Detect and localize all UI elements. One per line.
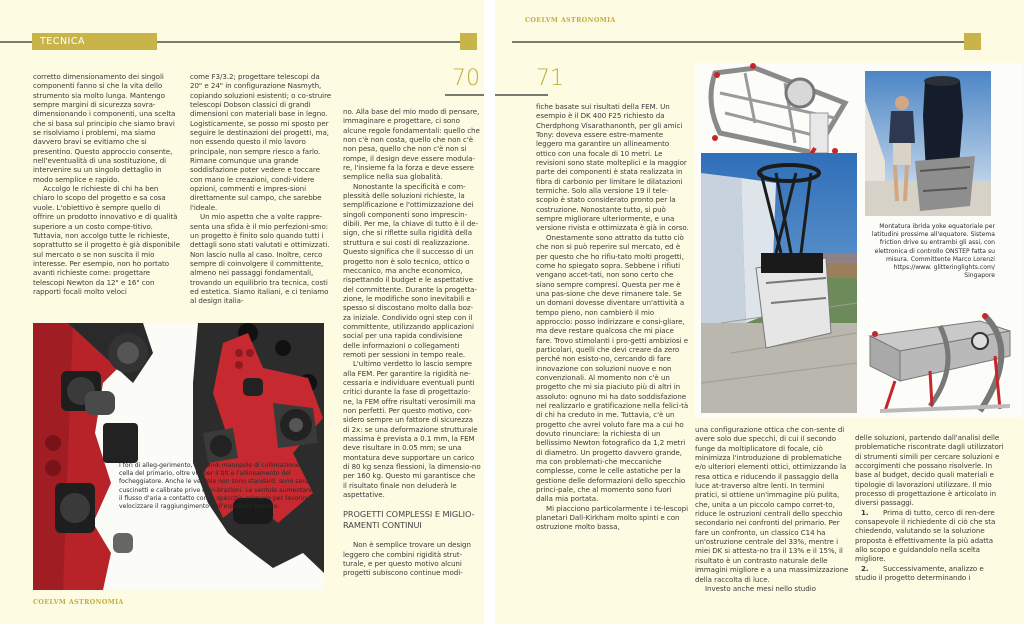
header-gold-square	[964, 33, 981, 50]
column-2	[190, 72, 332, 306]
right-page	[495, 0, 1024, 624]
page-number: 70	[452, 66, 480, 91]
page-number-rule	[495, 94, 548, 96]
paragraph: Non è semplice trovare un design leggero che combini rigidità strut-turale, e per questo motivo alcuni progetti subiscono continue modi-	[343, 540, 471, 578]
owner-with-telescope-photo	[865, 71, 991, 216]
photo-caption: I fori di alleg-gerimento, 3 grandi manopole di collimazione della cella del primario, oltre viti per il tilt e l'allineamento del focheggiatore. Anche le ventole non sono standard, sono senza cuscinetti e calibrate prive di vi-brazioni. Le ventole aumentano il flusso d'aria a contatto con lo specchio primario per favorire e velocizzare il raggiungimento dell'equilibrio termico.	[119, 462, 317, 511]
list-text: Prima di tutto, cerco di ren-dere consapevole il richiedente di ciò che sta chiedendo, valutando se la soluzione proposta è effettivamente la più adatta allo scopo e guidandolo nella scelta migliore.	[855, 507, 996, 564]
column-3	[343, 107, 481, 578]
page-number: 71	[536, 66, 564, 91]
paragraph: delle soluzioni, partendo dall'analisi delle problematiche riscontrate dagli utilizzatori di strumenti simili per cercare soluzioni e accorgimenti che possano risolverle. In base al budget, decido quali materiali e tipologie di lavorazioni utilizzare. Il mio processo di progettazione è articolato in diversi passaggi.	[855, 433, 1004, 508]
footer-magazine-name: COELVM ASTRONOMIA	[33, 599, 124, 606]
list-number: 1.	[861, 507, 869, 517]
equatorial-mount-render	[860, 311, 1020, 416]
photo-collage	[695, 63, 1023, 418]
paragraph: Un mio aspetto che a volte rappre-senta una sfida è il mio perfezioni-smo: un progetto è finito solo quando tutti i dettagli sono stati valutati e ottimizzati. Non lascio nulla al caso. Inoltre, cerco sempre di coinvolgere il committente, almeno nei passaggi fondamentali, trovando un equilibrio tra tecnica, costi ed estetica. Siamo italiani, e ci teniamo al design italia-	[190, 212, 330, 306]
column-1	[33, 72, 181, 296]
paragraph: L'ultimo verdetto lo lascio sempre alla FEM. Per garantire la rigidità ne-cessaria e individuare eventuali punti critici durante la fase di progettazio-ne, la FEM offre risultati verosimili ma non perfetti. Per questo motivo, con-sidero sempre un fattore di sicurezza di 2x: se una deformazione strutturale massima è prevista a 0.1 mm, la FEM deve risultare in 0.05 mm; se una montatura deve supportare un carico di 80 kg senza flessioni, la dimensio-no per 160 kg. Questo mi garantisce che il risultato finale non deluderà le aspettative.	[343, 359, 481, 500]
subheading: PROGETTI COMPLESSI E MIGLIO-RAMENTI CONTINUI	[343, 509, 475, 530]
header-rule	[512, 41, 964, 43]
section-tag: TECNICA	[32, 33, 157, 50]
yoke-mount-render	[695, 63, 850, 163]
header-magazine-name: COELVM ASTRONOMIA	[525, 17, 616, 24]
list-item	[855, 564, 1005, 583]
page-number-rule	[445, 94, 484, 96]
paragraph: Accolgo le richieste di chi ha ben chiaro lo scopo del progetto e sa cosa vuole. L'obiettivo è sempre quello di offrire un prodotto innovativo e di qualità superiore a un costo compe-titivo. Tuttavia, non accolgo tutte le richieste, soprattutto se il progetto è già disponibile sul mercato o se non suscita il mio interesse. Per esempio, non ho portato avanti richieste come: progettare telescopi Newton da 12" e 16" con rapporti focali molto veloci	[33, 184, 180, 296]
list-item	[855, 508, 1005, 564]
column-1	[536, 102, 689, 532]
telescope-detail-photo	[33, 323, 324, 590]
balcony-telescope-photo	[701, 153, 857, 413]
list-text: Successivamente, analizzo e studio il progetto determinando i	[855, 563, 984, 583]
paragraph: corretto dimensionamento dei singoli componenti fanno sì che la vita dello strumento sia molto lunga. Mantengo sempre margini di sicurezza sovra-dimensionando i componenti, una scelta che si basa sul principio che siamo bravi se risolviamo i problemi, ma siamo davvero bravi se evitiamo che si presentino. Questo approccio consente, nell'eventualità di una sostituzione, di intervenire su un singolo dettaglio in modo semplice e rapido.	[33, 72, 176, 184]
paragraph: Mi piacciono particolarmente i te-lescopi planetari Dall-Kirkham molto spinti e con ostruzione molto bassa,	[536, 503, 689, 532]
paragraph: una configurazione ottica che con-sente di avere solo due specchi, di cui il secondo funge da moltiplicatore di focale, ciò minimizza l'introduzione di problematiche e/o ulteriori elementi ottici, ottimizzando la resa ottica e riducendo il passaggio della luce at-traverso altre lenti. In termini pratici, si ottiene un'immagine più pulita, che, unita a un piccolo campo corret-to, riduce le ostruzioni centrali dello specchio secondario nei confronti del primario. Per fare un confronto, un classico C14 ha un'ostruzione centrale del 33%, mentre i miei DK si attesta-no tra il 13% e il 15%, il risultato è un contrasto naturale delle immagini migliore e a una massimizzazione della raccolta di luce.	[695, 425, 849, 584]
column-3	[855, 433, 1005, 583]
paragraph: fiche basate sui risultati della FEM. Un esempio è il DK 400 F25 richiesto da Cherdphong Visarathanonth, per gli amici Tony: doveva essere estre-mamente leggero ma garantire un allineamento ottico con una focale di 10 metri. Le revisioni sono state molteplici e la maggior parte dei componenti è stata realizzata in fibra di carbonio per limitare le dilatazioni termiche. Solo alla versione 19 il tele-scopio è stato considerato pronto per la costruzione. Nonostante tutto, si può sempre migliorare ulteriormente, e una versione rivista e ottimizzata è già in corso.	[536, 102, 689, 233]
telescope-cell-illustration	[33, 323, 324, 590]
paragraph: Nonostante la specificità e com-plessità delle soluzioni richieste, la semplificazione e l'ottimizzazione dei singoli componenti sono imprescin-dibili. Per me, la chiave di tutto è il de-sign, che si riflette sulla rigidità della struttura e sui costi di realizzazione. Questo significa che il successo di un progetto non è solo tecnico, ottico o meccanico, ma anche economico, rispettando il budget e le aspettative del committente. Durante la progetta-zione, le modifiche sono inevitabili e spesso si discostano molto dalla boz-za iniziale. Condivido ogni step con il committente, utilizzando applicazioni social per una rapida condivisione delle informazioni o collegamenti remoti per sessioni in tempo reale.	[343, 181, 479, 359]
left-page	[0, 0, 484, 624]
photo-caption: Montatura ibrida yoke equatoriale per latitudini prossime all'equatore. Sistema friction drive su entrambi gli assi, con elettronica di controllo ONSTEP fatta su misura. Committente Marco Lorenzi https://www. glitteringlights.com/ Singapore	[871, 223, 995, 280]
paragraph: no. Alla base del mio modo di pensare, immaginare e progettare, ci sono alcune regole fondamentali: quello che non c'è non costa, quello che non c'è non pesa, quello che non c'è non si rompe, il design deve essere modula-re, l'insieme fa la forza e deve essere semplice nella sua globalità.	[343, 107, 480, 182]
column-2	[695, 425, 850, 593]
list-number: 2.	[861, 563, 869, 573]
header-gold-square	[460, 33, 477, 50]
paragraph: Investo anche mesi nello studio	[705, 583, 816, 593]
paragraph: come F3/3.2; progettare telescopi da 20" e 24" in configurazione Nasmyth, copiando soluzioni esistenti; o co-struire telescopi Dobson classici di grandi dimensioni con materiali base in legno. Logisticamente, se posso mi sposto per seguire le destinazioni dei progetti, ma, non essendo questo il mio lavoro principale, non sempre riesco a farlo. Rimane comunque una grande soddisfazione poter vedere e toccare con mano le creazioni, condi-videre opzioni, commenti e impres-sioni direttamente sul campo, che sarebbe l'ideale.	[190, 72, 332, 212]
paragraph: Onestamente sono attratto da tutto ciò che non si può reperire sul mercato, ed è per questo che ho rifiu-tato molti progetti, come ho spiegato sopra. Sebbene i rifiuti vengano accet-tati, non sono certo che siano sempre compresi. Questa per me è una pas-sione che deve rimanere tale. Se un domani dovesse diventare un'attività a tempo pieno, non cambierò il mio approccio: posso indirizzare e consi-gliare, ma deve restare qualcosa che mi piace fare. Trovo stimolanti i pro-getti ambiziosi e particolari, quelli che devi creare da zero perché non esisto-no, cercando di fare innovazione con soluzioni nuove e non convenzionali. Al momento non c'è un progetto che mi sia piaciuto più di altri in assoluto: ognuno mi ha dato soddisfazione nel realizzarlo e gratificazione nella felici-tà di chi ha creduto in me. Tuttavia, c'è un progetto che avrei voluto fare ma a cui ho dovuto rinunciare: la richiesta di un bellissimo Newton fotografico da 1,2 metri di diametro. Un progetto davvero grande, ma con problemati-che meccaniche complesse, come le celle astatiche per la gestione delle deformazioni dello specchio princi-pale, che al momento sono fuori dalla mia portata.	[536, 232, 689, 504]
